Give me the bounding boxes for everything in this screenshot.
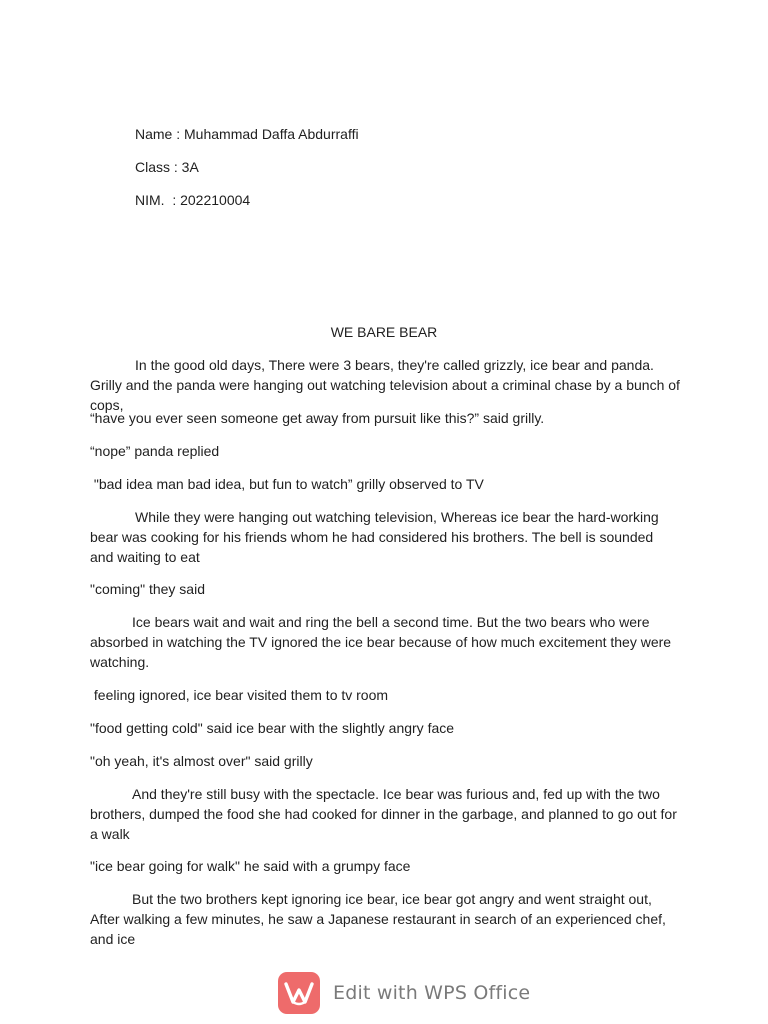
- paragraph-1: In the good old days, There were 3 bears, they're called grizzly, ice bear and panda. Grilly and the panda were hanging out watching television about a criminal chase by a bunch of cops,: [90, 357, 680, 413]
- paragraph-9: "food getting cold" said ice bear with the slightly angry face: [90, 720, 455, 736]
- student-name: Name : Muhammad Daffa Abdurraffi: [135, 126, 359, 142]
- paragraph-4: "bad idea man bad idea, but fun to watch” grilly observed to TV: [90, 476, 484, 492]
- student-nim: NIM. : 202210004: [135, 192, 251, 208]
- paragraph-2: “have you ever seen someone get away from pursuit like this?” said grilly.: [90, 410, 545, 426]
- paragraph-11: And they're still busy with the spectacle. Ice bear was furious and, fed up with the two brothers, dumped the food she had cooked for dinner in the garbage, and planned to go out for a walk: [90, 786, 677, 842]
- student-class: Class : 3A: [135, 159, 199, 175]
- paragraph-5: While they were hanging out watching television, Whereas ice bear the hard-working bear was cooking for his friends whom he had considered his brothers. The bell is sounded and waiting to eat: [90, 509, 659, 565]
- wps-watermark[interactable]: [278, 970, 530, 1016]
- paragraph-8: feeling ignored, ice bear visited them to tv room: [90, 687, 389, 703]
- document-title: WE BARE BEAR: [330, 324, 438, 340]
- paragraph-12: "ice bear going for walk" he said with a grumpy face: [90, 858, 411, 874]
- paragraph-3: “nope” panda replied: [90, 443, 220, 459]
- paragraph-6: "coming" they said: [90, 581, 205, 597]
- wps-office-logo-icon: [278, 972, 320, 1014]
- paragraph-13: But the two brothers kept ignoring ice bear, ice bear got angry and went straight out, After walking a few minutes, he saw a Japanese restaurant in search of an experienced chef, and ice: [90, 891, 666, 947]
- wps-edit-label: Edit with WPS Office: [333, 982, 531, 1004]
- paragraph-10: "oh yeah, it's almost over" said grilly: [90, 753, 313, 769]
- paragraph-7: Ice bears wait and wait and ring the bell a second time. But the two bears who were absorbed in watching the TV ignored the ice bear because of how much excitement they were watching.: [90, 614, 672, 670]
